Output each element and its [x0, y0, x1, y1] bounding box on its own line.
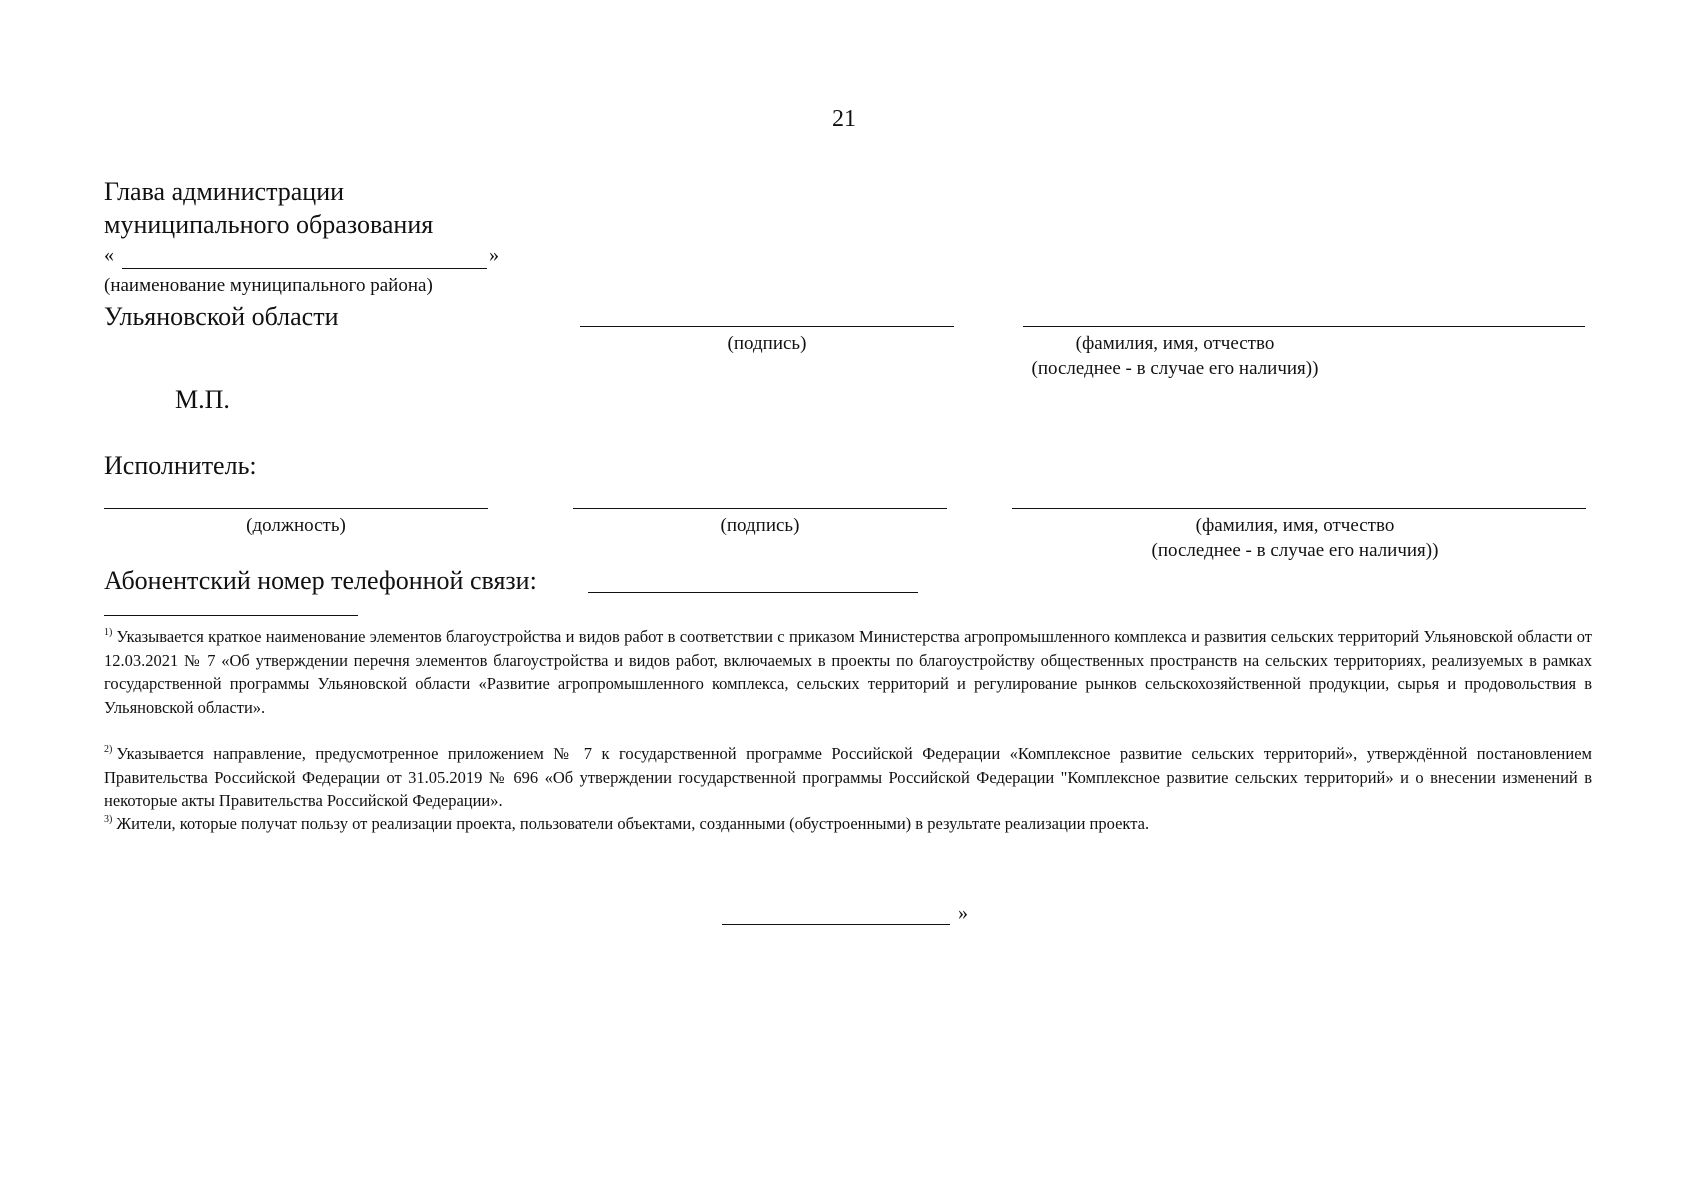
- phone-line: [588, 592, 918, 593]
- executor-position-caption: (должность): [246, 515, 346, 536]
- footnote-2: [104, 738, 1592, 813]
- footnote-1-text: Указывается краткое наименование элементов благоустройства и видов работ в соответствии с приказом Министерства агропромышленного комплекса и развития сельских территорий Ульяновской области от 12.03.2021 № 7 «Об утверждении перечня элементов благоустройства и видов работ, включаемых в проекты по благоустройству общественных пространств на сельских территориях, реализуемых в рамках государственной программы Ульяновской области «Развитие агропромышленного комплекса, сельских территорий и регулирование рынков сельскохозяйственной продукции, сырья и продовольствия в Ульяновской области».: [104, 627, 1592, 717]
- footnote-separator: [104, 615, 358, 616]
- head-fio-line: [1023, 326, 1585, 327]
- municipality-name-line: [122, 268, 487, 269]
- footnote-3: [104, 808, 1592, 836]
- head-signature-caption: (подпись): [727, 333, 807, 354]
- footnote-3-mark: 3): [104, 814, 113, 825]
- head-signature-line: [580, 326, 954, 327]
- executor-signature-caption: (подпись): [720, 515, 800, 536]
- page-number: 21: [832, 106, 856, 132]
- quote-open: «: [104, 244, 114, 266]
- head-title-line2: муниципального образования: [104, 210, 434, 239]
- executor-label: Исполнитель:: [104, 451, 257, 480]
- head-title-line1: Глава администрации: [104, 177, 345, 206]
- footnote-1: [104, 621, 1592, 719]
- executor-position-line: [104, 508, 488, 509]
- executor-fio-caption-2: (последнее - в случае его наличия)): [1151, 540, 1439, 561]
- region-label: Ульяновской области: [104, 302, 339, 331]
- head-fio-caption-2: (последнее - в случае его наличия)): [1031, 358, 1319, 379]
- footnote-3-text: Жители, которые получат пользу от реализации проекта, пользователи объектами, созданными (обустроенными) в результате реализации проекта.: [116, 814, 1150, 833]
- footnote-1-mark: 1): [104, 627, 113, 638]
- closing-line: [722, 924, 950, 925]
- district-caption: (наименование муниципального района): [104, 275, 433, 296]
- phone-label: Абонентский номер телефонной связи:: [104, 566, 537, 595]
- executor-signature-line: [573, 508, 947, 509]
- executor-fio-caption-1: (фамилия, имя, отчество: [1195, 515, 1395, 536]
- executor-fio-line: [1012, 508, 1586, 509]
- quote-close: »: [489, 244, 499, 266]
- footnote-2-text: Указывается направление, предусмотренное приложением № 7 к государственной программе Российской Федерации «Комплексное развитие сельских территорий», утверждённой постановлением Правительства Российской Федерации от 31.05.2019 № 696 «Об утверждении государственной программы Российской Федерации "Комплексное развитие сельских территорий» и о внесении изменений в некоторые акты Правительства Российской Федерации».: [104, 744, 1592, 810]
- head-fio-caption-1: (фамилия, имя, отчество: [1075, 333, 1275, 354]
- closing-quote: »: [958, 902, 968, 924]
- stamp-label: М.П.: [175, 385, 230, 414]
- footnote-2-mark: 2): [104, 744, 113, 755]
